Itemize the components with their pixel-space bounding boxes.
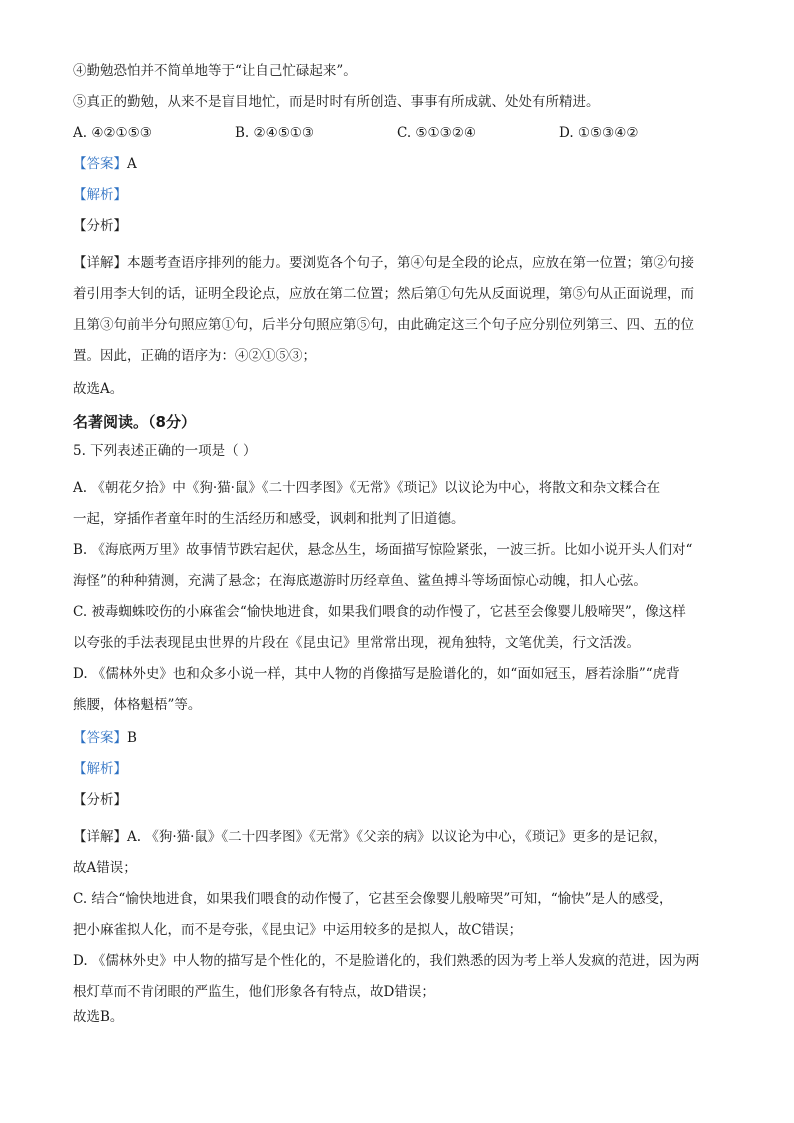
q5-stem: 5. 下列表述正确的一项是（ ） — [73, 443, 257, 459]
q4-option-a: A. ④②①⑤③ — [73, 125, 152, 141]
sentence-4: ④勤勉恐怕并不简单地等于“让自己忙碌起来”。 — [73, 63, 357, 79]
answer-tag: 【答案】 — [73, 730, 127, 746]
q5-detail-c-line-2: 把小麻雀拟人化，而不是夸张，《昆虫记》中运用较多的是拟人，故C错误； — [73, 922, 523, 938]
q5-jiexi — [73, 760, 754, 779]
q5-conclusion: 故选B。 — [73, 1009, 124, 1025]
q5-option-c: C. 被毒蜘蛛咬伤的小麻雀会“愉快地进食，如果我们喂食的动作慢了，它甚至会像婴儿般啼哭”，像这样 以夸张的手法表现昆虫世界的片段在《昆虫记》里常常出现，视角独特，文笔优美，行文活泼。 — [73, 604, 686, 651]
jiexi-tag: 【解析】 — [73, 761, 127, 777]
detail-tag: 【详解】 — [73, 829, 127, 845]
answer-value: B — [127, 730, 137, 746]
q4-option-b: B. ②④⑤①③ — [235, 125, 315, 141]
q4-detail-line-1: 【详解】本题考查语序排列的能力。要浏览各个句子，第④句是全段的论点，应放在第一位置；第②句接 — [73, 255, 694, 271]
q5-detail-d-line-2: 根灯草而不肯闭眼的严监生，他们形象各有特点，故D错误； — [73, 984, 435, 1000]
q4-jiexi — [73, 186, 754, 205]
q4-detail — [73, 248, 754, 372]
q5-answer — [73, 729, 754, 748]
q4-detail-line-3: 且第③句前半分句照应第①句，后半分句照应第⑤句，由此确定这三个句子应分别位列第三、四、五的位 — [73, 317, 694, 333]
q5-detail-a-line-2: 故A错误； — [73, 860, 137, 876]
jiexi-tag: 【解析】 — [73, 187, 127, 203]
answer-tag: 【答案】 — [73, 156, 127, 172]
q5-option-b: B. 《海底两万里》故事情节跌宕起伏，悬念丛生，场面描写惊险紧张，一波三折。比如小说开头人们对“ 海怪”的种种猜测，充满了悬念；在海底遨游时历经章鱼、鲨鱼搏斗等场面惊心动魄，扣人心弦。 — [73, 542, 693, 589]
q4-options — [73, 124, 754, 143]
q5-option-d: D. 《儒林外史》也和众多小说一样，其中人物的肖像描写是脸谱化的，如“面如冠玉，唇若涂脂”“虎背 熊腰，体格魁梧”等。 — [73, 666, 680, 713]
q4-option-c: C. ⑤①③②④ — [397, 125, 476, 141]
q5-detail-a-line-1: 【详解】A. 《狗·猫·鼠》《二十四孝图》《无常》《父亲的病》以议论为中心，《琐记》更多的是记叙， — [73, 829, 667, 845]
q4-detail-line-4: 置。因此，正确的语序为：④②①⑤③； — [73, 348, 316, 364]
section-heading: 名著阅读。（8分） — [73, 413, 196, 431]
q4-fenxi: 【分析】 — [73, 218, 127, 234]
q5-option-a: A. 《朝花夕拾》中《狗·猫·鼠》《二十四孝图》《无常》《琐记》以议论为中心，将散文和杂文糅合在 一起，穿插作者童年时的生活经历和感受，讽刺和批判了旧道德。 — [73, 480, 661, 527]
detail-tag: 【详解】 — [73, 255, 127, 271]
q5-detail — [73, 822, 754, 1008]
answer-value: A — [127, 156, 137, 172]
q4-option-d: D. ①⑤③④② — [559, 125, 639, 141]
q5-detail-c-line-1: C. 结合“愉快地进食，如果我们喂食的动作慢了，它甚至会像婴儿般啼哭”可知，“愉快”是人的感受， — [73, 891, 673, 907]
q4-conclusion: 故选A。 — [73, 381, 124, 397]
q5-detail-d-line-1: D. 《儒林外史》中人物的描写是个性化的，不是脸谱化的，我们熟悉的因为考上举人发疯的范进，因为两 — [73, 953, 700, 969]
sentence-5: ⑤真正的勤勉，从来不是盲目地忙，而是时时有所创造、事事有所成就、处处有所精进。 — [73, 94, 600, 110]
q4-answer — [73, 155, 754, 174]
q4-detail-line-2: 着引用李大钊的话，证明全段论点，应放在第二位置；然后第①句先从反面说理，第⑤句从正面说理，而 — [73, 286, 694, 302]
q5-fenxi: 【分析】 — [73, 792, 127, 808]
